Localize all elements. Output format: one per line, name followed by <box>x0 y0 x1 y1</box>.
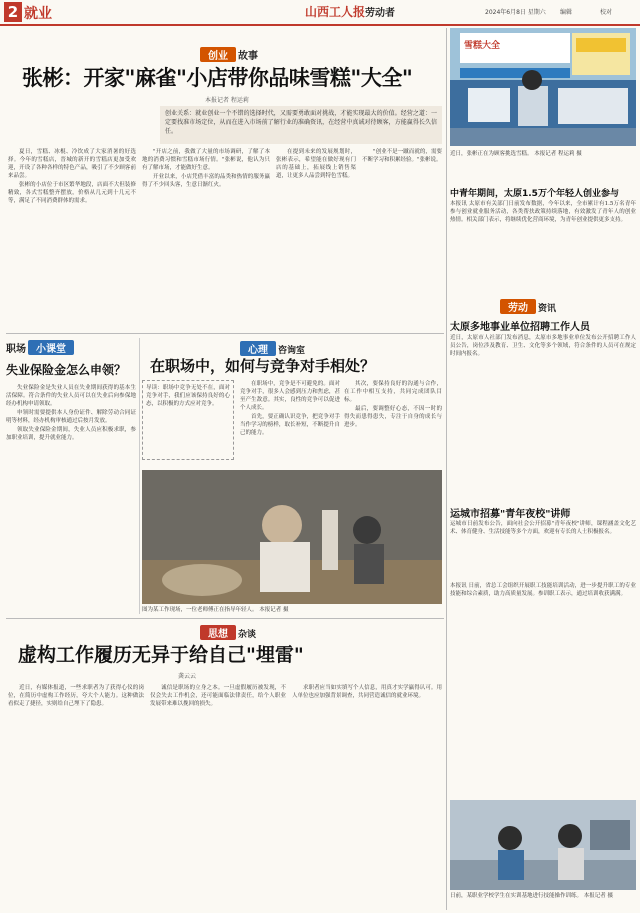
story2-body-col2 <box>344 380 442 462</box>
job-sidebar <box>6 340 136 612</box>
news-brief-headline: 中青年期间，太原1.5万个年轻人创业参与 <box>450 189 619 199</box>
job-sidebar-title-2: 小课堂 <box>28 340 74 355</box>
job-sidebar-headline: 失业保险金怎么申领？ <box>6 363 127 377</box>
section-label: 就业 <box>24 6 52 22</box>
story1-body-col3 <box>276 148 356 240</box>
paper-name: 山西工人报 <box>305 5 366 19</box>
right-news-b2: 运城市日前发布公告，面向社会公开招募"青年夜校"讲师，课程涵盖文化艺术、体育健身、生活技能等多个方面，欢迎有专长的人士积极报名。 <box>450 521 636 535</box>
editor-label: 编辑 <box>560 9 573 16</box>
story2-photo-caption: 图为某工作现场，一位老师傅正在指导年轻人。 本报记者 摄 <box>142 607 289 613</box>
column-divider <box>446 28 447 910</box>
story2-tag-label: 心理 <box>240 341 276 356</box>
story3-tag-label: 思想 <box>200 625 236 640</box>
story1-photo <box>450 28 636 146</box>
story3-paragraph: 求职者应当如实填写个人信息，用真才实学赢得认可。用人单位也应加强背景调查，共同营造诚信的就业环境。 <box>292 685 442 699</box>
right-news-h1: 太原多地事业单位招聘工作人员 <box>450 322 590 333</box>
page-number: 2 <box>4 2 22 22</box>
right-news-b1: 近日，太原市人社部门发布消息，太原市多地事业单位发布公开招聘工作人员公告，岗位涉及教育、卫生、文化等多个领域，符合条件的人员可在规定时间内报名。 <box>450 335 636 357</box>
story3-body-col2 <box>150 684 286 906</box>
section-divider <box>6 618 444 619</box>
story3-paragraph: 近日，有媒体报道，一些求职者为了获得心仪的岗位，在简历中虚构工作经历，夸大个人能力。这种做法看似走了捷径，实则给自己埋下了隐患。 <box>8 685 144 707</box>
job-sidebar-title <box>6 340 136 355</box>
story1-tag-suffix: 故事 <box>238 51 258 62</box>
story1-paragraph: "创业不是一蹴而就的，需要不断学习和积累经验。"张彬说。 <box>362 149 442 163</box>
story2-body-col1 <box>240 380 340 462</box>
job-paragraph: 失业保险金是失业人员在失业期间获得的基本生活保障。符合条件的失业人员可以在失业后向参保地经办机构申请领取。 <box>6 385 136 407</box>
story1-tag-label: 创业 <box>200 47 236 62</box>
paper-sub: 劳动者 <box>365 8 395 19</box>
story3-body-col1 <box>8 684 144 906</box>
story2-paragraph: 其次，要保持良好的沟通与合作，在工作中相互支持，共同完成团队目标。 <box>344 381 442 403</box>
story2-photo <box>142 470 442 604</box>
bottom-right-caption: 日前，某职业学校学生在实训基地进行技能操作训练。 本报记者 摄 <box>450 893 613 899</box>
column-divider <box>139 338 140 614</box>
right-news-b3: 本报讯 日前，省总工会组织开展职工技能培训活动，进一步提升职工的专业技能和综合素质，助力高质量发展。参训职工表示，通过培训收获满满。 <box>450 583 636 597</box>
story2-lead: 导读：职场中竞争无处不在，面对竞争对手，我们应该保持良好的心态，以积极的方式应对竞争。 <box>142 380 234 460</box>
story1-body-col2 <box>142 148 270 240</box>
proofreader-label: 校对 <box>600 9 613 16</box>
story3-body-col3 <box>292 684 442 906</box>
story1-tag <box>200 44 264 60</box>
story3-byline: 龚云云 <box>178 673 197 680</box>
job-paragraph: 申领时需要提供本人身份证件、解除劳动合同证明等材料，经办机构审核通过后按月发放。 <box>6 410 136 424</box>
story1-paragraph: "开店之前，我做了大量的市场调研，了解了本地的消费习惯和雪糕市场行情。"张彬说，他认为只有了解市场，才能做好生意。 <box>142 149 270 171</box>
story1-paragraph: 在提到未来的发展规划时，张彬表示，希望能在做好现有门店的基础上，拓展线上销售渠道，让更多人品尝到特色雪糕。 <box>276 149 356 179</box>
right-news-h2: 运城市招募"青年夜校"讲师 <box>450 509 571 520</box>
story2-tag-suffix: 咨询室 <box>278 346 306 356</box>
story2-paragraph: 首先，要正确认识竞争，把竞争对手当作学习的榜样，取长补短，不断提升自己的能力。 <box>240 414 340 436</box>
job-sidebar-title-1: 职场 <box>6 344 26 355</box>
story1-byline: 本报记者 程运莉 <box>205 97 249 104</box>
right-news-tag-suffix: 资讯 <box>538 304 557 314</box>
story1-body-col1 <box>8 148 136 328</box>
job-paragraph: 领取失业保险金期间，失业人员应积极求职，参加职业培训，提升就业能力。 <box>6 427 136 441</box>
masthead <box>0 0 640 26</box>
story2-paragraph: 最后，要调整好心态，不因一时的得失而患得患失，专注于自身的成长与进步。 <box>344 406 442 428</box>
news-brief-body: 本报讯 太原市有关部门日前发布数据，今年以来，全市累计有1.5万名青年参与创业就业服务活动，各类帮扶政策持续落地，有效激发了青年人的创业热情。相关部门表示，将继续优化营商环境，为青年创业提供更多支持。 <box>450 201 636 223</box>
story1-paragraph: 开业以来，小店凭借丰富的品类和热情的服务赢得了不少回头客，生意日渐红火。 <box>142 174 270 188</box>
story3-headline: 虚构工作履历无异于给自己"埋雷" <box>18 644 304 666</box>
story3-paragraph: 诚信是职场的立身之本。一旦虚假履历被发现，不仅会失去工作机会，还可能面临法律责任，给个人职业发展带来难以挽回的损失。 <box>150 685 286 707</box>
story1-headline: 张彬：开家"麻雀"小店带你品味雪糕"大全" <box>22 66 413 90</box>
story3-tag-suffix: 杂谈 <box>238 630 257 640</box>
bottom-right-photo <box>450 800 636 890</box>
section-divider <box>6 333 444 334</box>
story1-paragraph: 夏日，雪糕、冰棍、冷饮成了大家消暑的好选择。今年的雪糕店，晋城的新开的雪糕店更加受欢迎，开设了各种各样的特色产品，吸引了不少顾客前来品尝。 <box>8 149 136 179</box>
story1-paragraph: 张彬的小店位于市区繁华地段，店面不大但装修精致，各式雪糕整齐摆放，价格从几元到十几元不等，满足了不同消费群体的需求。 <box>8 182 136 204</box>
sidebar-top-caption: 近日，张彬正在为顾客挑选雪糕。 本报记者 程运莉 摄 <box>450 151 582 157</box>
story1-body-col4 <box>362 148 442 240</box>
issue-date: 2024年6月8日 星期六 <box>485 9 546 16</box>
story2-paragraph: 在职场中，竞争是不可避免的。面对竞争对手，很多人会感到压力和焦虑，甚至产生敌意。其实，良性的竞争可以促进个人成长。 <box>240 381 340 411</box>
right-news-tag-label: 劳动 <box>500 299 536 314</box>
story1-lead: 创业关系：就业创业一个不错的选择时代，又需要勇敢面对挑战，才能实现最大的价值。经营之道：一定要找准市场定位，从而在进入市场前了解行业的准确资讯，在经营中真诚对待顾客，方能赢得长久信任。 <box>160 106 442 144</box>
job-sidebar-body <box>6 384 136 604</box>
story3-tag <box>200 622 256 641</box>
story2-headline: 在职场中，如何与竞争对手相处？ <box>150 357 376 375</box>
right-news-tag <box>500 296 556 315</box>
shop-sign: 雪糕大全 <box>464 41 501 51</box>
